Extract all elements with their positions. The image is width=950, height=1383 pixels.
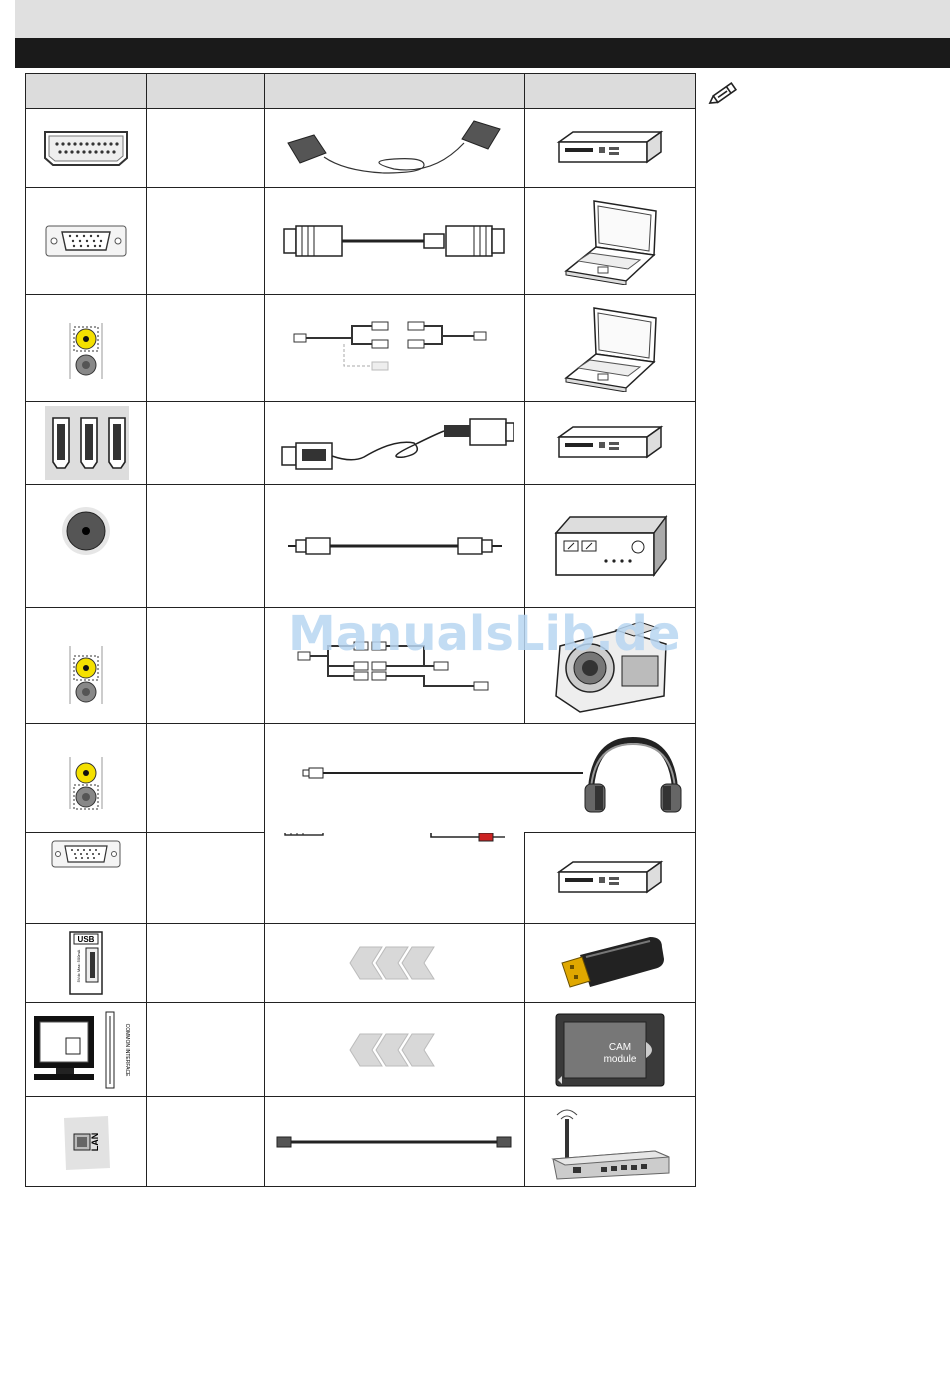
amplifier-icon	[524, 485, 695, 608]
lan-socket-icon	[26, 1097, 147, 1187]
table-header-row	[26, 74, 696, 109]
dvd-recorder-icon	[524, 833, 695, 924]
table-row	[26, 1097, 696, 1187]
table-row	[26, 188, 696, 295]
cam-module-label: module	[603, 1053, 637, 1065]
top-band	[15, 0, 950, 38]
table-row	[26, 833, 696, 924]
rca-cable-icon	[265, 485, 525, 608]
av-jack-icon	[26, 724, 147, 833]
dvd-recorder-icon	[524, 109, 695, 188]
hdmi-sockets-icon	[26, 402, 147, 485]
insert-arrows-icon	[265, 1003, 525, 1097]
insert-arrows-icon	[265, 924, 525, 1003]
vga-socket-icon	[26, 833, 147, 924]
ci-slot-label: COMMON INTERFACE	[124, 1023, 130, 1076]
usb-socket-icon	[26, 924, 147, 1003]
lan-label: LAN	[90, 1132, 100, 1151]
col-cables	[265, 74, 525, 109]
type-cell	[147, 109, 265, 188]
table-row	[26, 924, 696, 1003]
usb-label: USB	[77, 935, 95, 944]
tv-ci-slot-icon	[26, 1003, 147, 1097]
av-jack-icon	[26, 295, 147, 402]
av-jack-icon	[26, 608, 147, 724]
table-row	[26, 485, 696, 608]
type-cell	[147, 724, 265, 833]
type-cell	[147, 295, 265, 402]
scart-socket-icon	[26, 109, 147, 188]
hdmi-cable-icon	[265, 402, 525, 485]
router-icon	[524, 1097, 695, 1187]
col-type	[147, 74, 265, 109]
usb-spec-label: 5Vdc Max: 500mA	[76, 949, 81, 983]
cam-label: CAM	[608, 1041, 631, 1053]
type-cell	[147, 833, 265, 924]
laptop-icon	[524, 295, 695, 402]
laptop-icon	[524, 188, 695, 295]
type-cell	[147, 485, 265, 608]
audio-y-cable-icon	[265, 295, 525, 402]
table-row	[26, 109, 696, 188]
table-row	[26, 295, 696, 402]
usb-stick-icon	[524, 924, 695, 1003]
vga-socket-icon	[26, 188, 147, 295]
section-title-bar	[15, 38, 950, 68]
ethernet-cable-icon	[265, 1097, 525, 1187]
scart-cable-icon	[265, 109, 525, 188]
type-cell	[147, 1003, 265, 1097]
cam-module-icon	[524, 1003, 695, 1097]
vga-component-cable-icon	[265, 833, 525, 924]
col-connector	[26, 74, 147, 109]
dvd-recorder-icon	[524, 402, 695, 485]
watermark: ManualsLib.de	[288, 606, 681, 662]
type-cell	[147, 402, 265, 485]
type-cell	[147, 608, 265, 724]
table-row	[26, 1003, 696, 1097]
vga-cable-icon	[265, 188, 525, 295]
table-row	[26, 402, 696, 485]
headphone-cable-icon	[265, 724, 696, 833]
pencil-note-icon	[704, 78, 748, 108]
table-row	[26, 724, 696, 833]
type-cell	[147, 924, 265, 1003]
type-cell	[147, 188, 265, 295]
col-device	[524, 74, 695, 109]
coaxial-socket-icon	[26, 485, 147, 608]
type-cell	[147, 1097, 265, 1187]
